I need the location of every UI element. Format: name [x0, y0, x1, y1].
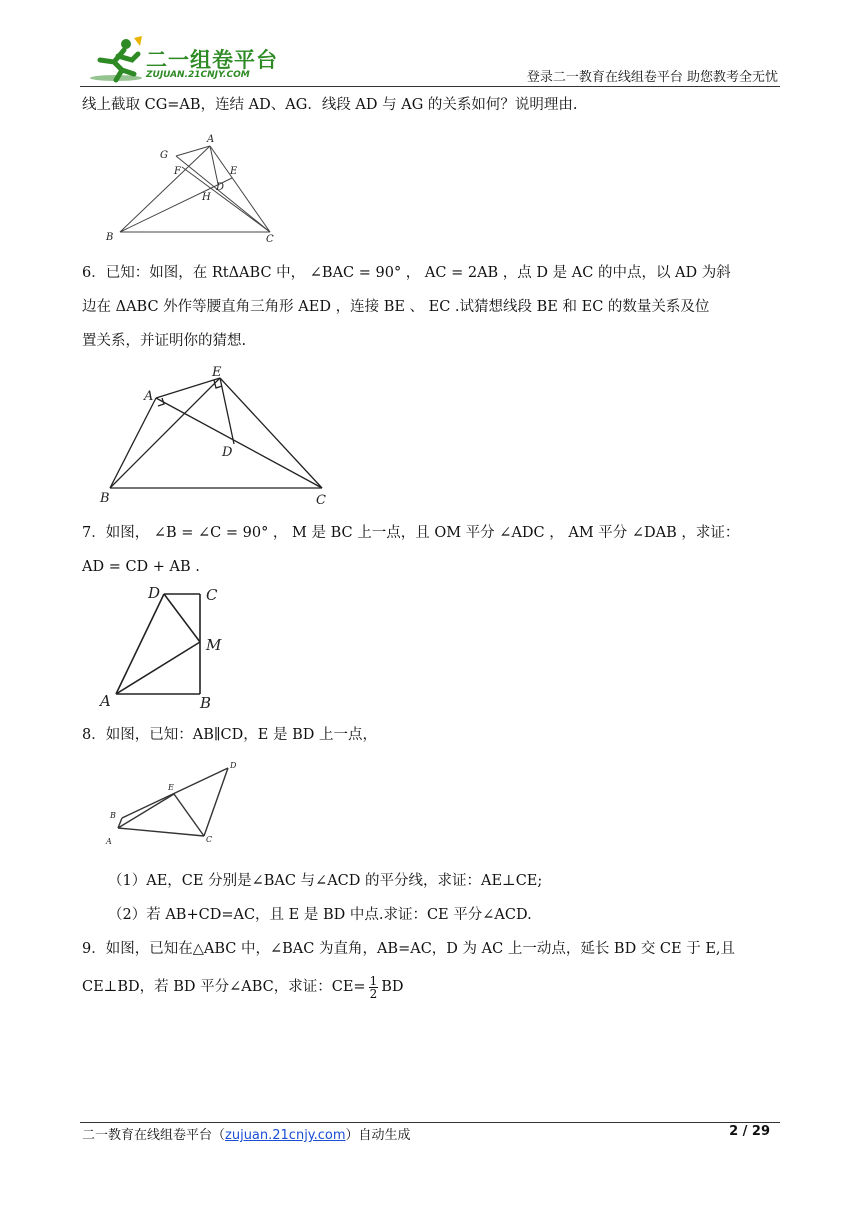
- question-7-line-1: 7．如图， ∠B = ∠C = 90° ， M 是 BC 上一点，且 OM 平分 ∠ADC ， AM 平分 ∠DAB ，求证：: [82, 525, 740, 541]
- fig7-label-a: A: [100, 692, 111, 710]
- fig5-label-d: D: [216, 182, 225, 193]
- figure-question-7: [96, 584, 236, 712]
- footer-source: [82, 1124, 411, 1143]
- header-divider: [80, 86, 780, 87]
- fig7-label-b: B: [200, 694, 212, 712]
- fig7-label-d: D: [148, 584, 161, 602]
- fig8-label-b: B: [110, 811, 116, 820]
- question-5-tail: 线上截取 CG=AB，连结 AD、AG．线段 AD 与 AG 的关系如何？说明理由.: [82, 97, 578, 113]
- question-9-line-2-text: CE⊥BD，若 BD 平分∠ABC，求证：CE=: [82, 979, 366, 995]
- header-slogan: 登录二一教育在线组卷平台 助您教考全无忧: [526, 70, 778, 85]
- footer-source-prefix: 二一教育在线组卷平台（: [82, 1128, 226, 1143]
- fig6-label-a: A: [144, 389, 154, 404]
- fig6-label-b: B: [100, 491, 110, 506]
- figure-question-5: [100, 130, 290, 245]
- question-8-part-2: （2）若 AB+CD=AC，且 E 是 BD 中点.求证：CE 平分∠ACD.: [108, 907, 532, 923]
- footer-source-suffix: ）自动生成: [345, 1128, 411, 1143]
- fig5-label-h: H: [202, 192, 211, 203]
- fig8-label-c: C: [206, 835, 213, 844]
- fig5-label-g: G: [160, 150, 168, 161]
- fig5-label-c: C: [266, 234, 274, 245]
- fig7-label-c: C: [206, 586, 218, 604]
- footer-site-link[interactable]: zujuan.21cnjy.com: [225, 1128, 346, 1143]
- brand-url: ZUJUAN.21CNJY.COM: [146, 70, 250, 80]
- fig5-label-b: B: [106, 232, 114, 243]
- fig6-label-e: E: [212, 365, 222, 380]
- figure-question-6: [96, 362, 336, 507]
- fraction-one-half: [369, 975, 379, 1000]
- brand-name: 二一组卷平台: [146, 48, 278, 72]
- question-8-part-1: （1）AE，CE 分别是∠BAC 与∠ACD 的平分线，求证：AE⊥CE;: [108, 873, 543, 889]
- question-9-line-2: [82, 970, 782, 1004]
- question-6-line-2: 边在 ΔABC 外作等腰直角三角形 AED ，连接 BE 、 EC .试猜想线段 BE 和 EC 的数量关系及位: [82, 299, 710, 315]
- question-7-line-2: AD = CD + AB .: [82, 559, 200, 575]
- fraction-numerator: 1: [369, 973, 378, 988]
- fig8-label-d: D: [230, 761, 237, 770]
- fig5-label-e: E: [230, 166, 238, 177]
- fig8-label-e: E: [168, 783, 174, 792]
- question-6-line-3: 置关系，并证明你的猜想.: [82, 333, 247, 349]
- question-8-line-1: 8．如图，已知：AB∥CD，E 是 BD 上一点，: [82, 727, 377, 743]
- fig8-label-a: A: [106, 837, 112, 846]
- page-number: 2 / 29: [729, 1124, 770, 1139]
- footer-divider: [80, 1122, 780, 1123]
- fig6-label-d: D: [222, 445, 233, 460]
- fig5-label-a: A: [207, 134, 215, 145]
- question-6-line-1: 6．已知：如图，在 RtΔABC 中， ∠BAC = 90° ， AC = 2AB ，点 D 是 AC 的中点，以 AD 为斜: [82, 265, 731, 281]
- figure-question-8: [100, 758, 250, 850]
- fig7-label-m: M: [206, 636, 222, 654]
- fig5-label-f: F: [174, 166, 181, 177]
- question-9-line-2-end: BD: [381, 979, 404, 995]
- fig6-label-c: C: [316, 493, 326, 508]
- fraction-denominator: 2: [369, 986, 378, 1001]
- question-9-line-1: 9．如图，已知在△ABC 中，∠BAC 为直角，AB=AC，D 为 AC 上一动点，延长 BD 交 CE 于 E,且: [82, 941, 736, 957]
